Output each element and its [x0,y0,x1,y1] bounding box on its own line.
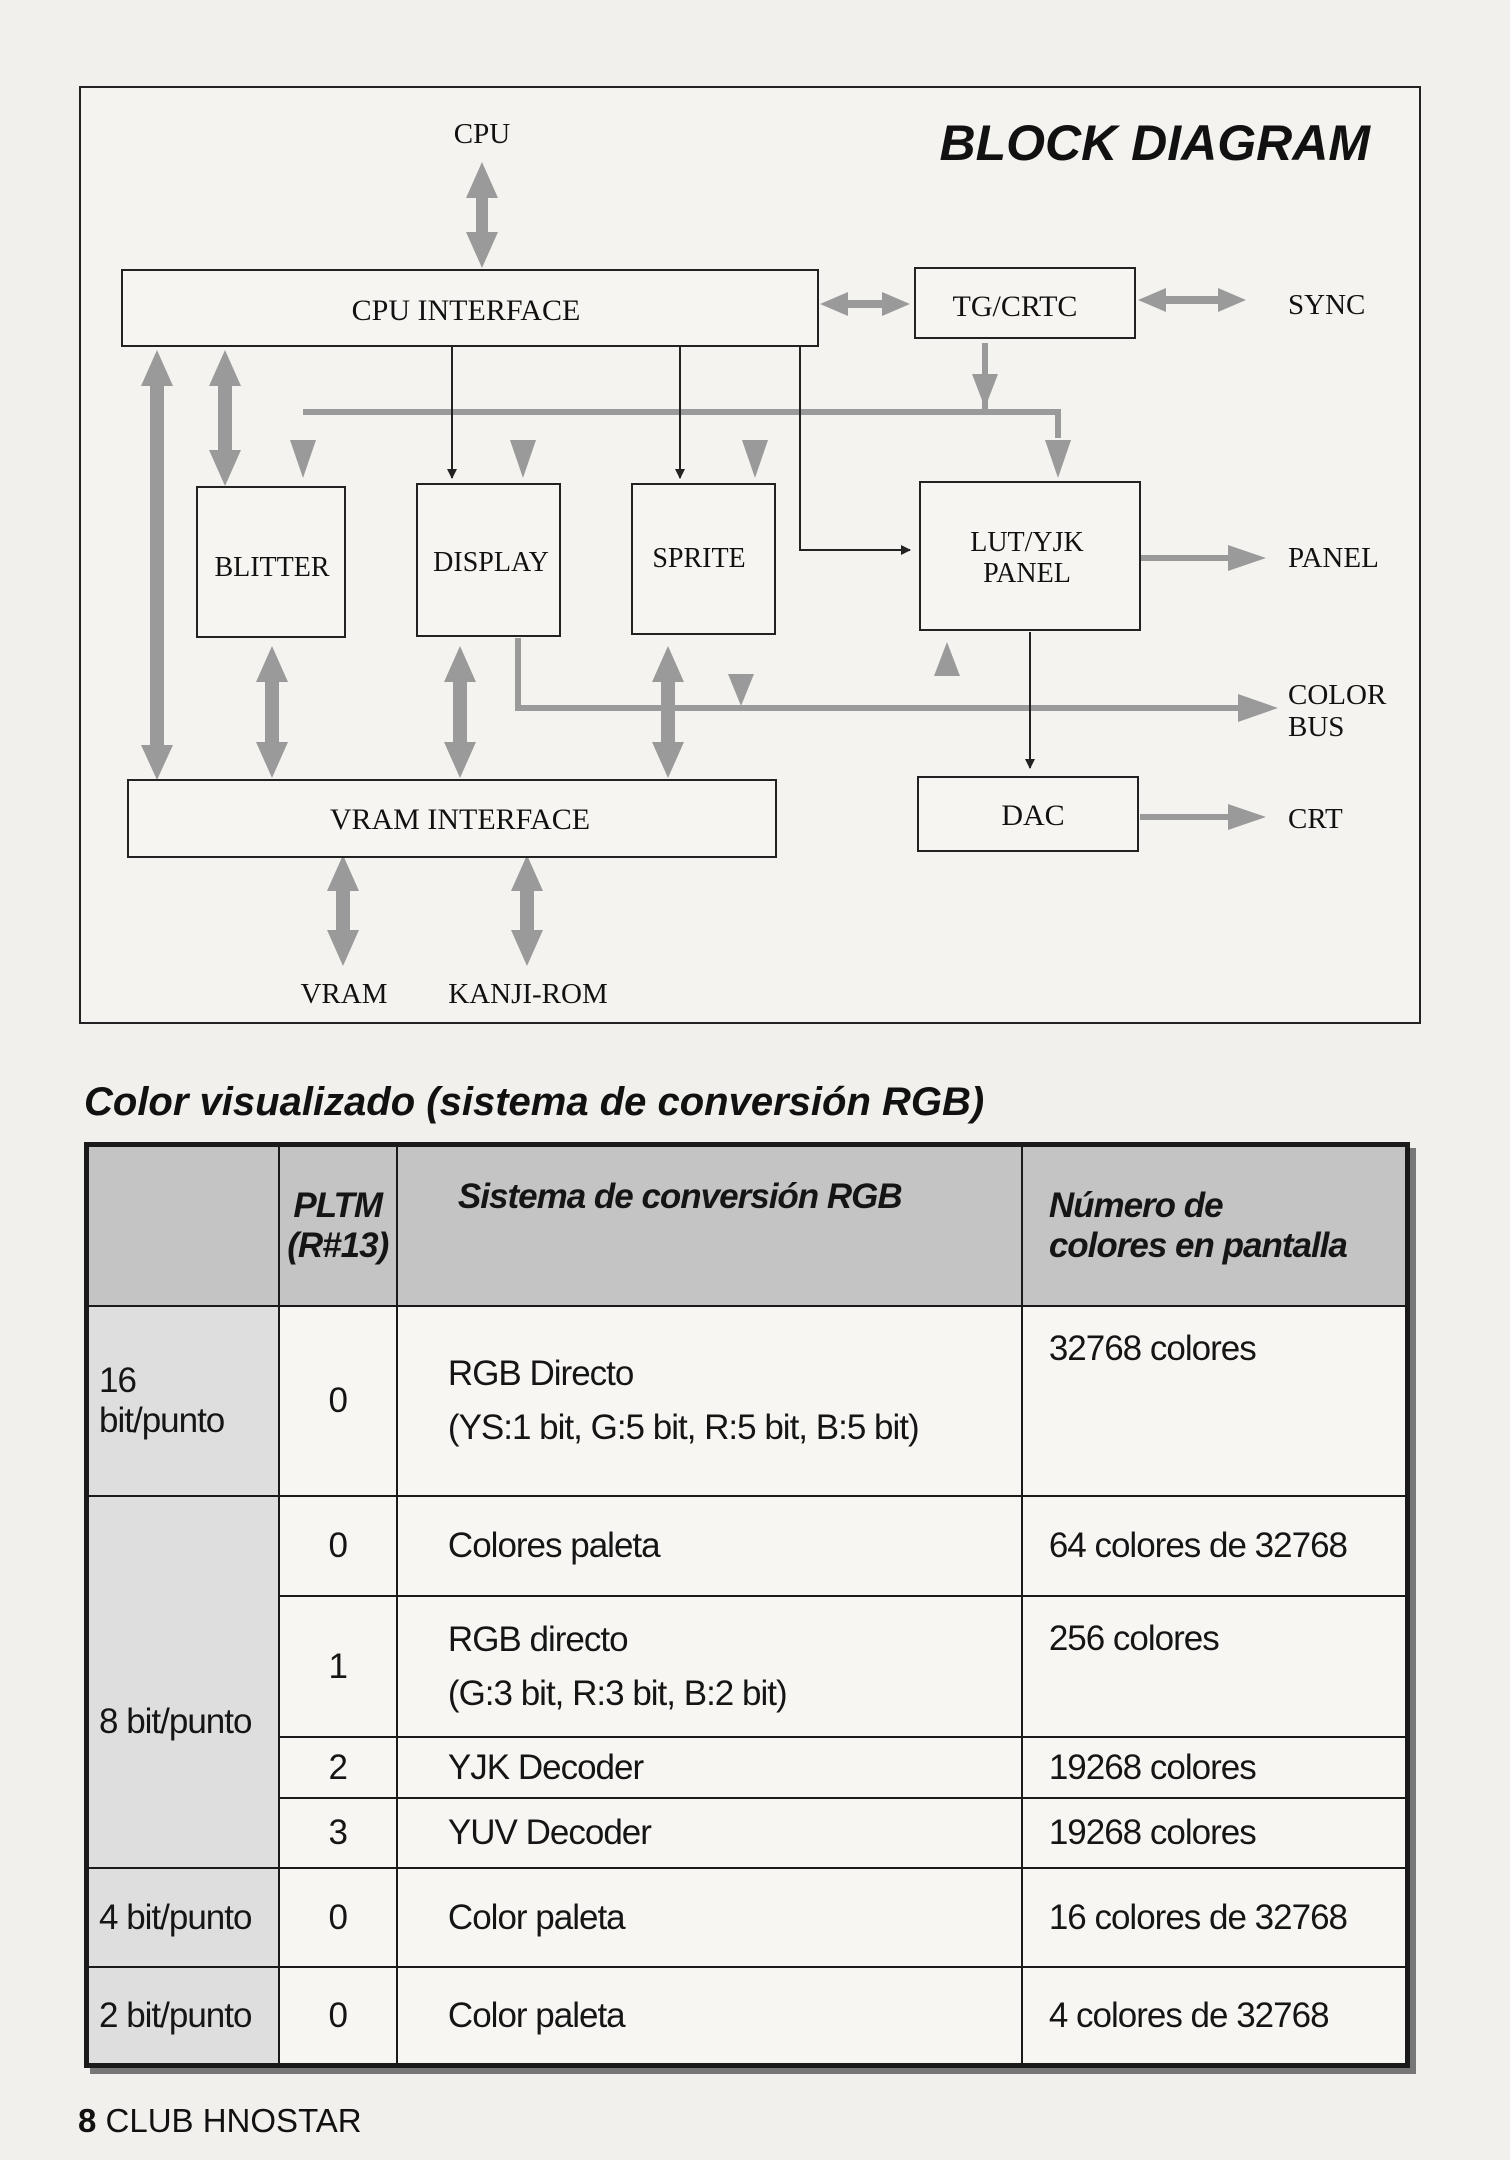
vram-interface-label: VRAM INTERFACE [329,803,591,836]
count-cell: 19268 colores [1022,1737,1406,1797]
header-count-line1: Número de [1048,1186,1223,1226]
title-group [939,115,1371,171]
header-count-line2: colores en pantalla [1048,1226,1347,1266]
tg-crtc-label: TG/CRTC [952,290,1078,323]
table-row [88,1496,1406,1597]
section-title: Color visualizado (sistema de conversión RGB) [84,1080,985,1124]
header-pltm [279,1146,397,1306]
pltm-cell: 0 [279,1306,397,1495]
pltm-cell: 1 [279,1596,397,1737]
cpu-interface-label: CPU INTERFACE [351,294,581,327]
block-diagram [0,0,1510,1050]
mode-cell: 2 bit/punto [88,1967,279,2064]
dac-label: DAC [1001,799,1065,832]
count-cell: 32768 colores [1022,1306,1406,1495]
system-detail: (G:3 bit, R:3 bit, B:2 bit) [447,1673,787,1713]
sprite-label: SPRITE [652,543,746,574]
system-detail: (YS:1 bit, G:5 bit, R:5 bit, B:5 bit) [447,1407,919,1447]
count-cell: 4 colores de 32768 [1022,1967,1406,2064]
system-cell [397,1596,1022,1737]
system-cell: Color paleta [397,1967,1022,2064]
pltm-cell: 2 [279,1737,397,1797]
header-pltm-line2: (R#13) [287,1226,389,1266]
system-name: RGB directo [447,1619,628,1659]
pltm-cell: 0 [279,1496,397,1597]
mode-cell: 16 bit/punto [88,1306,279,1495]
magazine-name: CLUB HNOSTAR [105,2102,362,2139]
table-row [88,1798,1406,1869]
count-cell: 19268 colores [1022,1798,1406,1869]
table-row [88,1306,1406,1495]
color-table-grid [87,1145,1407,2065]
blitter-label: BLITTER [214,552,330,583]
kanji-rom-label: KANJI-ROM [448,978,608,1010]
mode-cell: 8 bit/punto [88,1496,279,1869]
header-system: Sistema de conversión RGB [397,1146,1022,1306]
color-table [84,1142,1410,2068]
table-row [88,1596,1406,1737]
vram-label: VRAM [300,978,388,1010]
count-cell: 256 colores [1022,1596,1406,1737]
panel-label: PANEL [1288,542,1379,574]
bus-label: BUS [1288,711,1345,743]
system-cell: YUV Decoder [397,1798,1022,1869]
header-pltm-line1: PLTM [293,1186,383,1226]
header-mode [88,1146,279,1306]
table-row [88,1868,1406,1967]
mode-cell: 4 bit/punto [88,1868,279,1967]
system-name: RGB Directo [447,1353,634,1393]
lut-label-line2: PANEL [983,558,1071,589]
pltm-cell: 3 [279,1798,397,1869]
count-cell: 64 colores de 32768 [1022,1496,1406,1597]
header-row [88,1146,1406,1306]
count-cell: 16 colores de 32768 [1022,1868,1406,1967]
pltm-cell: 0 [279,1868,397,1967]
sync-label: SYNC [1288,289,1366,321]
system-cell [397,1306,1022,1495]
pltm-cell: 0 [279,1967,397,2064]
system-cell: Colores paleta [397,1496,1022,1597]
diagram-title: BLOCK DIAGRAM [939,115,1370,171]
color-label: COLOR [1288,679,1387,711]
page-footer [78,2102,362,2140]
page-number: 8 [78,2102,97,2139]
system-cell: Color paleta [397,1868,1022,1967]
system-cell: YJK Decoder [397,1737,1022,1797]
table-row [88,1737,1406,1797]
lut-label-line1: LUT/YJK [970,527,1084,558]
crt-label: CRT [1288,803,1343,835]
cpu-label: CPU [453,118,511,150]
table-row [88,1967,1406,2064]
header-count [1022,1146,1406,1306]
display-label: DISPLAY [433,547,549,578]
